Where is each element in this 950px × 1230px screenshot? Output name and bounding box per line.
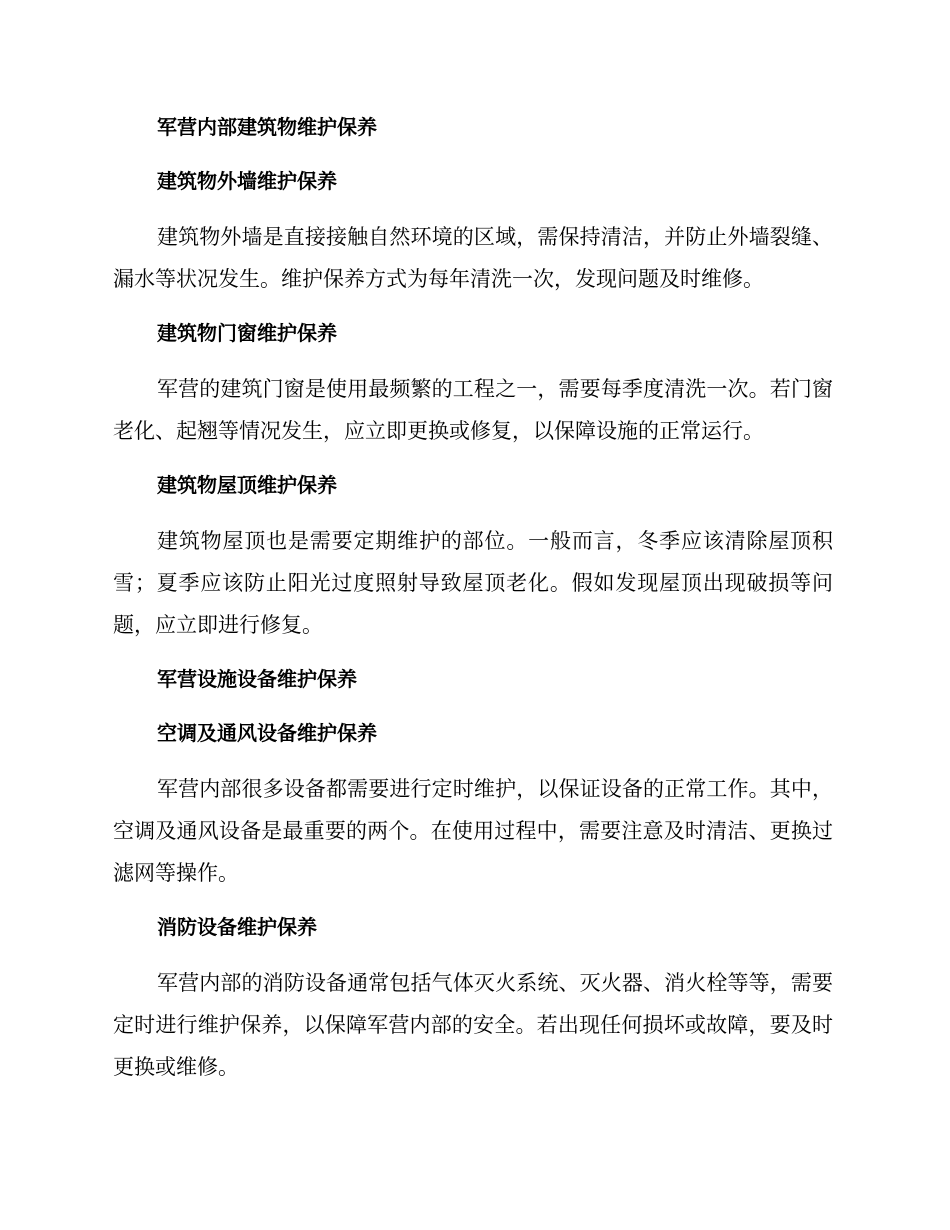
- heading-doors-windows: 建筑物门窗维护保养: [157, 321, 337, 345]
- heading-fire-equipment: 消防设备维护保养: [157, 915, 317, 939]
- paragraph-roof: 建筑物屋顶也是需要定期维护的部位。一般而言，冬季应该清除屋顶积雪；夏季应该防止阳光过度照射导致屋顶老化。假如发现屋顶出现破损等问题，应立即进行修复。: [113, 529, 833, 637]
- heading-roof: 建筑物屋顶维护保养: [157, 473, 337, 497]
- heading-exterior-wall: 建筑物外墙维护保养: [157, 169, 337, 193]
- heading-facilities-equipment: 军营设施设备维护保养: [157, 667, 357, 691]
- paragraph-exterior-wall: 建筑物外墙是直接接触自然环境的区域，需保持清洁，并防止外墙裂缝、漏水等状况发生。维护保养方式为每年清洗一次，发现问题及时维修。: [113, 225, 833, 291]
- paragraph-fire-equipment: 军营内部的消防设备通常包括气体灭火系统、灭火器、消火栓等等，需要定时进行维护保养，以保障军营内部的安全。若出现任何损坏或故障，要及时更换或维修。: [113, 971, 833, 1079]
- heading-barracks-buildings: 军营内部建筑物维护保养: [157, 115, 377, 139]
- document-page: [113, 108, 833, 1102]
- paragraph-doors-windows: 军营的建筑门窗是使用最频繁的工程之一，需要每季度清洗一次。若门窗老化、起翘等情况发生，应立即更换或修复，以保障设施的正常运行。: [113, 377, 833, 443]
- heading-hvac: 空调及通风设备维护保养: [157, 721, 377, 745]
- paragraph-hvac: 军营内部很多设备都需要进行定时维护，以保证设备的正常工作。其中，空调及通风设备是最重要的两个。在使用过程中，需要注意及时清洁、更换过滤网等操作。: [113, 777, 833, 885]
